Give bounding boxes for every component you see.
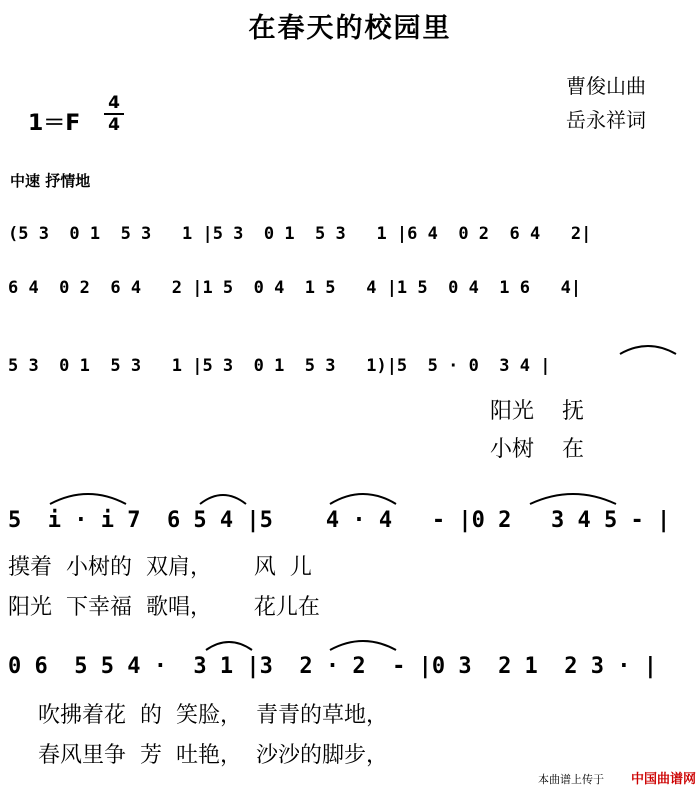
score-line-5 — [8, 654, 692, 768]
slur-mark — [328, 638, 398, 652]
slur-mark — [618, 342, 678, 356]
score-notes-4: 5 i · i 7 6 5 4 |5 4 · 4 - |0 2 3 4 5 - | — [8, 508, 671, 533]
score-line-3 — [8, 356, 692, 466]
tempo-marking: 中速 抒情地 — [10, 172, 91, 190]
slur-mark — [204, 638, 254, 652]
composer-credit: 曹俊山曲 — [566, 74, 646, 98]
time-signature — [104, 94, 124, 134]
time-signature-bottom: 4 — [108, 115, 120, 135]
upload-note: 本曲谱上传于 — [538, 773, 604, 786]
lyrics-verse-2-line-5: 春风里争 芳 吐艳， 沙沙的脚步， — [38, 743, 388, 768]
lyrics-verse-1-line-4: 摸着 小树的 双肩， 风 儿 — [8, 555, 312, 580]
time-signature-top: 4 — [108, 93, 120, 113]
key-signature: 1＝F — [28, 111, 81, 136]
score-line-2 — [8, 278, 692, 308]
lyricist-credit: 岳永祥词 — [566, 108, 646, 132]
site-logo-text: 中国曲谱网 — [630, 772, 696, 787]
lyrics-verse-2-line-4: 阳光 下幸福 歌唱， 花儿在 — [8, 595, 320, 620]
score-line-4 — [8, 508, 692, 618]
lyrics-verse-1-line-3: 阳光 抚 — [490, 399, 584, 424]
score-notes-5: 0 6 5 5 4 · 3 1 |3 2 · 2 - |0 3 2 1 2 3 · | — [8, 654, 658, 679]
score-notes-3: 5 3 0 1 5 3 1 |5 3 0 1 5 3 1)|5 5 · 0 3 4 | — [8, 356, 551, 376]
slur-mark — [328, 490, 398, 506]
slur-mark — [198, 490, 248, 506]
site-logo[interactable] — [631, 768, 696, 787]
slur-mark — [528, 490, 618, 506]
page-title: 在春天的校园里 — [248, 13, 452, 44]
score-notes-1: (5 3 0 1 5 3 1 |5 3 0 1 5 3 1 |6 4 0 2 6 4 2| — [8, 224, 592, 244]
lyrics-verse-2-line-3: 小树 在 — [490, 437, 584, 462]
score-line-1 — [8, 224, 692, 254]
score-notes-2: 6 4 0 2 6 4 2 |1 5 0 4 1 5 4 |1 5 0 4 1 6 4| — [8, 278, 582, 298]
lyrics-verse-1-line-5: 吹拂着花 的 笑脸， 青青的草地， — [38, 703, 388, 728]
slur-mark — [48, 490, 128, 506]
